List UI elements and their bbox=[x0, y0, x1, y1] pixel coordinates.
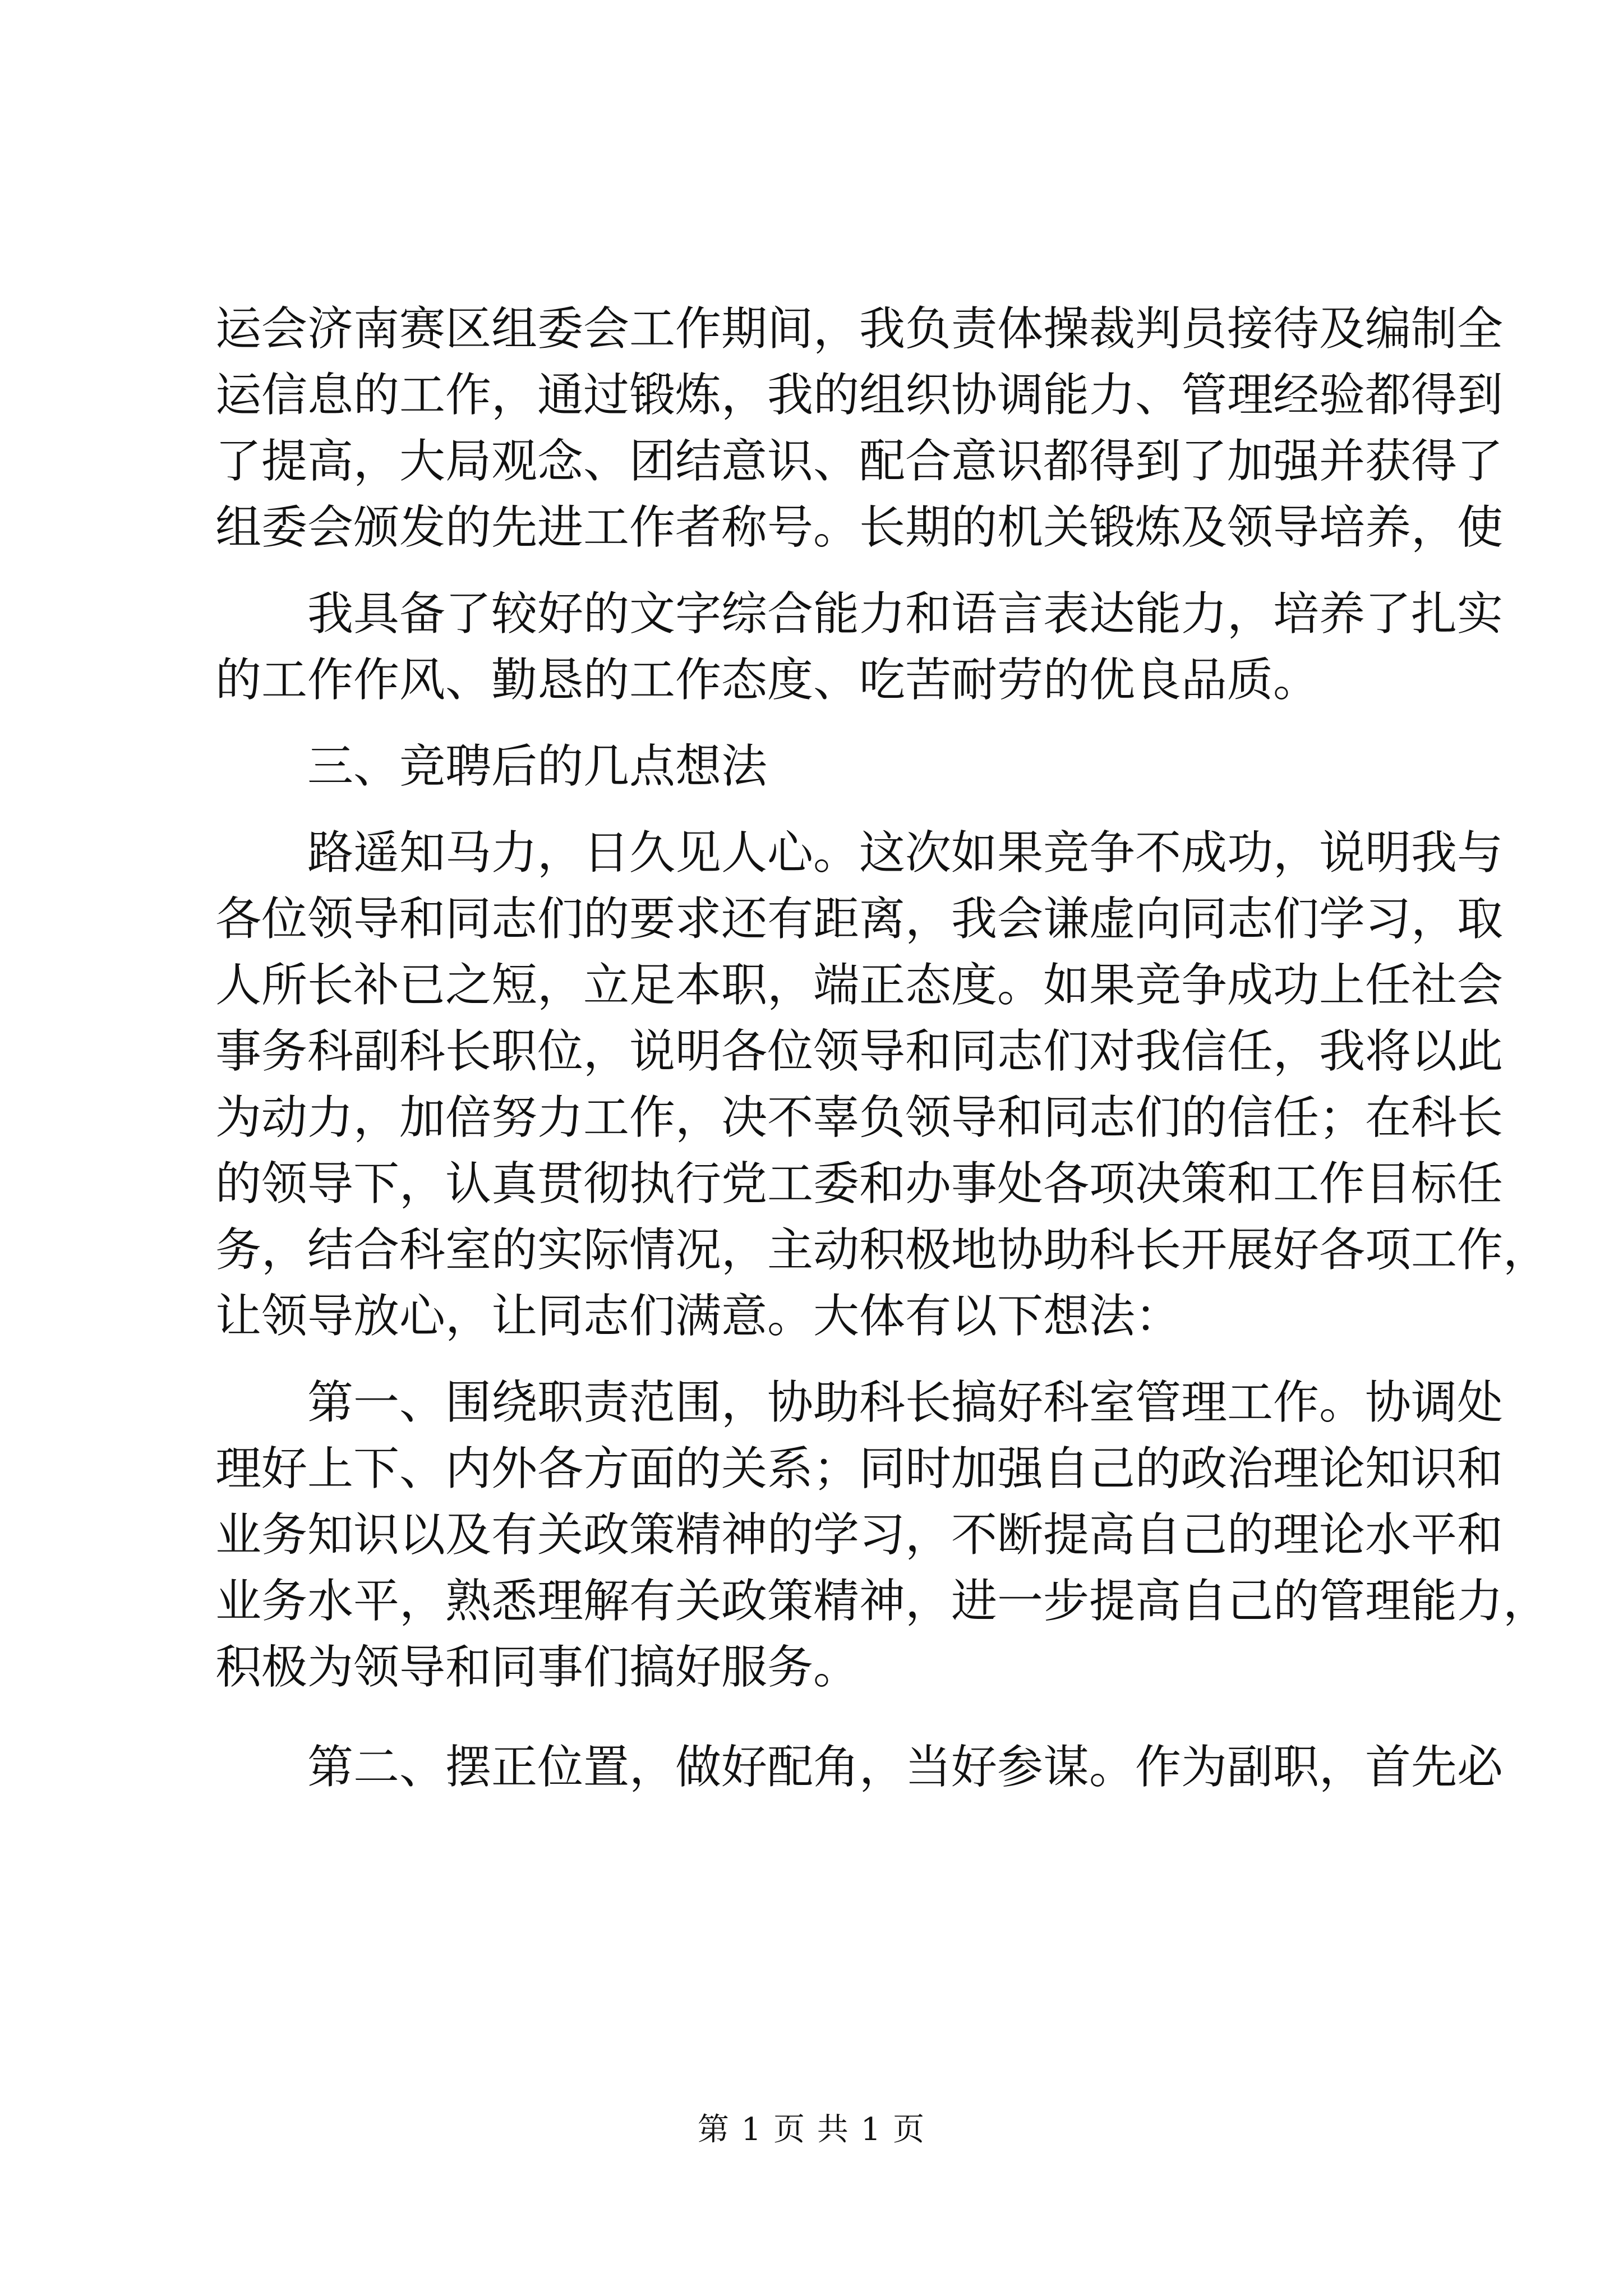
text-line: 事务科副科长职位，说明各位领导和同志们对我信任，我将以此 bbox=[215, 1025, 1504, 1078]
text-line: 业务水平，熟悉理解有关政策精神，进一步提高自己的管理能力， bbox=[215, 1575, 1550, 1628]
paragraph-4 bbox=[215, 1370, 1550, 1701]
text-line: 路遥知马力，日久见人心。这次如果竞争不成功，说明我与 bbox=[307, 826, 1504, 880]
text-line: 业务知识以及有关政策精神的学习，不断提高自己的理论水平和 bbox=[215, 1508, 1504, 1562]
text-line: 的工作作风、勤恳的工作态度、吃苦耐劳的优良品质。 bbox=[215, 654, 1320, 707]
section-heading-text: 三、竞聘后的几点想法 bbox=[307, 740, 768, 793]
document-body bbox=[215, 296, 1550, 1801]
text-line: 我具备了较好的文字综合能力和语言表达能力，培养了扎实 bbox=[307, 587, 1504, 641]
text-line: 理好上下、内外各方面的关系；同时加强自己的政治理论知识和 bbox=[215, 1442, 1504, 1496]
text-line: 让领导放心，让同志们满意。大体有以下想法： bbox=[215, 1290, 1182, 1343]
text-line: 人所长补已之短，立足本职，端正态度。如果竞争成功上任社会 bbox=[215, 959, 1504, 1012]
text-line: 组委会颁发的先进工作者称号。长期的机关锻炼及领导培养，使 bbox=[215, 501, 1504, 554]
text-line: 运信息的工作，通过锻炼，我的组织协调能力、管理经验都得到 bbox=[215, 369, 1504, 422]
paragraph-5 bbox=[215, 1734, 1504, 1801]
section-heading bbox=[215, 734, 1413, 800]
text-line: 为动力，加倍努力工作，决不辜负领导和同志们的信任；在科长 bbox=[215, 1091, 1504, 1144]
text-line: 运会济南赛区组委会工作期间，我负责体操裁判员接待及编制全 bbox=[215, 302, 1504, 356]
text-line: 各位领导和同志们的要求还有距离，我会谦虚向同志们学习，取 bbox=[215, 892, 1504, 946]
text-line: 积极为领导和同事们搞好服务。 bbox=[215, 1641, 860, 1694]
paragraph-3 bbox=[215, 820, 1550, 1350]
paragraph-1 bbox=[215, 296, 1504, 561]
text-line: 务，结合科室的实际情况，主动积极地协助科长开展好各项工作， bbox=[215, 1223, 1550, 1277]
paragraph-2 bbox=[215, 581, 1504, 714]
text-line: 第一、围绕职责范围，协助科长搞好科室管理工作。协调处 bbox=[307, 1376, 1504, 1429]
text-line: 第二、摆正位置，做好配角，当好参谋。作为副职，首先必 bbox=[307, 1741, 1504, 1794]
text-line: 的领导下，认真贯彻执行党工委和办事处各项决策和工作目标任 bbox=[215, 1157, 1504, 1211]
text-line: 了提高，大局观念、团结意识、配合意识都得到了加强并获得了 bbox=[215, 435, 1504, 488]
page-footer: 第 1 页 共 1 页 bbox=[697, 2111, 926, 2148]
